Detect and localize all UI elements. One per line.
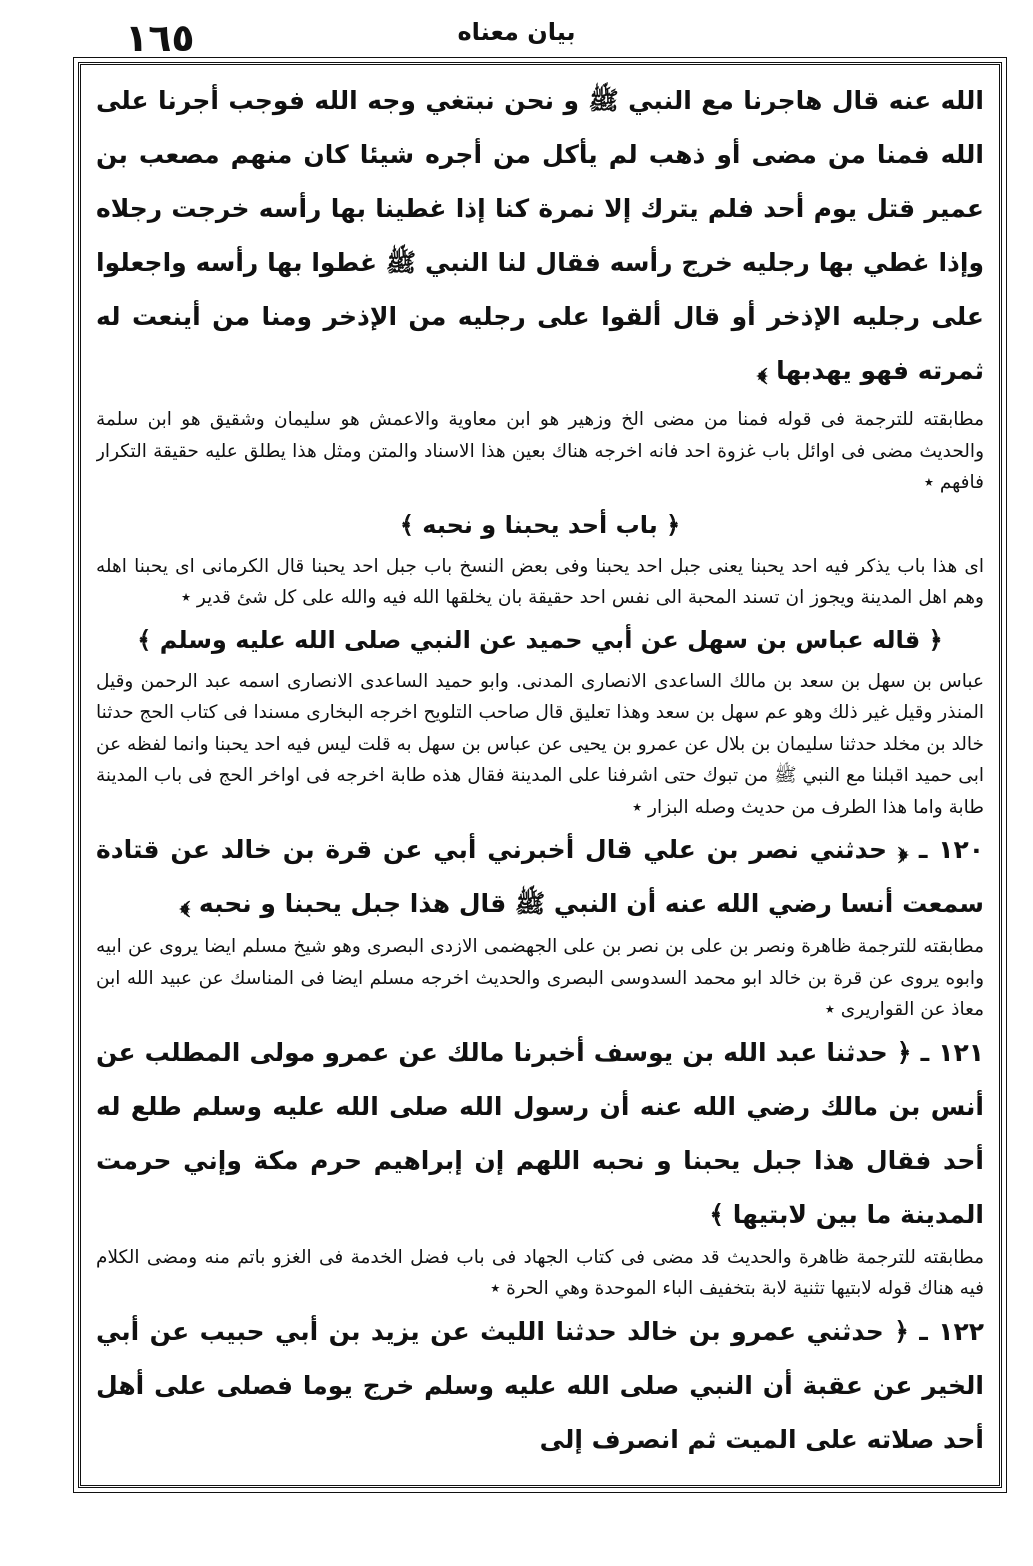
hadith-120: ١٢٠ ـ ﴿ حدثني نصر بن علي قال أخبرني أبي عن قرة بن خالد عن قتادة سمعت أنسا رضي الله عنه أن النبي ﷺ قال هذا جبل يحبنا و نحبه ﴾ (96, 835, 984, 918)
text-body (96, 74, 984, 1480)
commentary-paragraph: مطابقته للترجمة فى قوله فمنا من مضى الخ وزهير هو ابن معاوية والاعمش هو سليمان وشقيق هو ابن سلمة والحديث مضى فى اوائل باب غزوة احد فانه اخرجه هناك بعين هذا الاسناد والمتن ومثل هذا يطلق عليه حقيقة التكرار فافهم ٭ (96, 409, 984, 493)
chapter-heading: ﴿ باب أحد يحبنا و نحبه ﴾ (399, 510, 681, 539)
commentary-paragraph: اى هذا باب يذكر فيه احد يحبنا يعنى جبل احد يحبنا وفى بعض النسخ باب جبل احد يحبنا قال الكرمانى اى يحبنا اهله وهم اهل المدينة ويجوز ان تسند المحبة الى نفس احد حقيقة بان يخلقها الله فيه والله على كل شئ قدير ٭ (96, 555, 984, 608)
hadith-121: ١٢١ ـ ﴿ حدثنا عبد الله بن يوسف أخبرنا مالك عن عمرو مولى المطلب عن أنس بن مالك رضي الله عنه أن رسول الله صلى الله عليه وسلم طلع له أحد فقال هذا جبل يحبنا و نحبه اللهم إن إبراهيم حرم مكة وإني حرمت المدينة ما بين لابتيها ﴾ (96, 1037, 984, 1229)
running-head: بيان معناه (457, 18, 576, 46)
page-header (0, 4, 1033, 60)
commentary-paragraph: مطابقته للترجمة ظاهرة ونصر بن على بن نصر بن على الجهضمى الازدى البصرى وهو شيخ مسلم ايضا يروى عن ابيه وابوه يروى عن قرة بن خالد ابو محمد السدوسى البصرى والحديث اخرجه مسلم ايضا فى المناسك عن عبيد الله ابن معاذ عن القواريرى ٭ (96, 936, 984, 1020)
narration-heading: ﴿ قاله عباس بن سهل عن أبي حميد عن النبي صلى الله عليه وسلم ﴾ (137, 625, 943, 654)
hadith-continuation: الله عنه قال هاجرنا مع النبي ﷺ و نحن نبتغي وجه الله فوجب أجرنا على الله فمنا من مضى أو ذهب لم يأكل من أجره شيئا كان منهم مصعب بن عمير قتل يوم أحد فلم يترك إلا نمرة كنا إذا غطينا بها رأسه خرجت رجلاه وإذا غطي بها رجليه خرج رأسه فقال لنا النبي ﷺ غطوا بها رأسه واجعلوا على رجليه الإذخر أو قال ألقوا على رجليه من الإذخر ومنا من أينعت له ثمرته فهو يهدبها ﴾ (96, 86, 984, 385)
commentary-paragraph: عباس بن سهل بن سعد بن مالك الساعدى الانصارى المدنى. وابو حميد الساعدى الانصارى اسمه عبد الرحمن وقيل المنذر وقيل غير ذلك وهو عم سهل بن سعد وهذا تعليق قال صاحب التلويح اخرجه البخارى مسندا فى كتاب الحج حدثنا خالد بن مخلد حدثنا سليمان بن بلال عن عمرو بن يحيى عن عباس بن سهل به قلت ليس فيه احد يحبنا وانما لفظه عن ابى حميد اقبلنا مع النبي ﷺ من تبوك حتى اشرفنا على المدينة فقال هذه طابة اخرجه فى اواخر الحج فى باب المدينة طابة واما هذا الطرف من حديث وصله البزار ٭ (96, 670, 984, 818)
page-number: ١٦٥ (125, 16, 195, 60)
hadith-122: ١٢٢ ـ ﴿ حدثني عمرو بن خالد حدثنا الليث عن يزيد بن أبي حبيب عن أبي الخير عن عقبة أن النبي صلى الله عليه وسلم خرج يوما فصلى على أهل أحد صلاته على الميت ثم انصرف إلى (96, 1316, 984, 1454)
commentary-paragraph: مطابقته للترجمة ظاهرة والحديث قد مضى فى كتاب الجهاد فى باب فضل الخدمة فى الغزو باتم منه ومضى الكلام فيه هناك قوله لابتيها تثنية لابة بتخفيف الباء الموحدة وهي الحرة ٭ (96, 1246, 984, 1299)
